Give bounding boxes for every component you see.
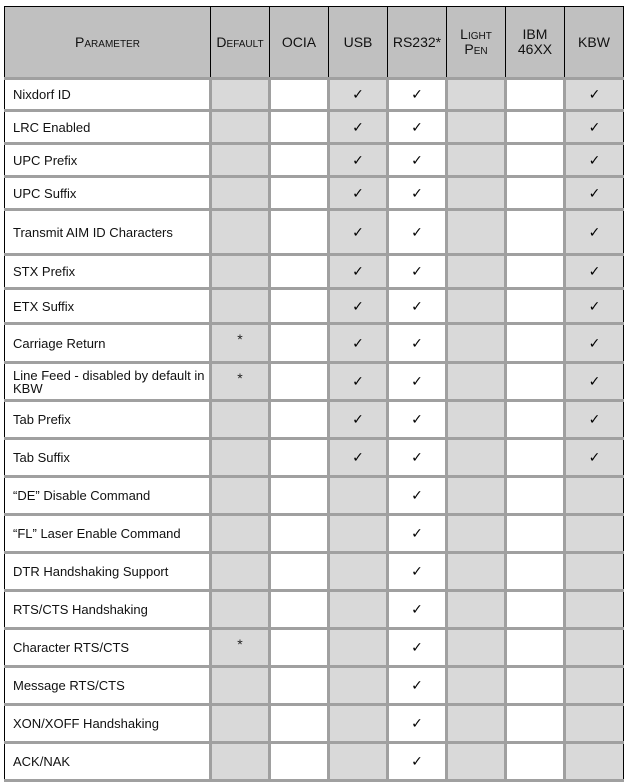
table-row xyxy=(5,79,624,111)
usb-cell xyxy=(329,79,388,111)
checkmark-icon: ✓ xyxy=(411,411,423,427)
checkmark-icon: ✓ xyxy=(588,263,601,279)
light-pen-cell xyxy=(447,477,506,515)
default-cell xyxy=(211,667,270,705)
rs232-cell xyxy=(388,515,447,553)
column-header-rs232: RS232* xyxy=(388,7,447,79)
column-header-usb: USB xyxy=(329,7,388,79)
default-cell xyxy=(211,177,270,210)
parameter-name: Message RTS/CTS xyxy=(5,667,211,705)
light-pen-cell xyxy=(447,591,506,629)
rs232-cell xyxy=(388,705,447,743)
column-header-kbw: KBW xyxy=(565,7,624,79)
parameter-name: “DE” Disable Command xyxy=(5,477,211,515)
parameter-name: ACK/NAK xyxy=(5,743,211,781)
ibm-46xx-cell xyxy=(506,743,565,781)
light-pen-cell xyxy=(447,667,506,705)
checkmark-icon: ✓ xyxy=(411,151,423,168)
checkmark-icon: ✓ xyxy=(411,118,423,135)
usb-cell xyxy=(329,177,388,210)
rs232-cell xyxy=(388,439,447,477)
light-pen-cell xyxy=(447,401,506,439)
checkmark-icon: ✓ xyxy=(352,263,364,279)
table-row xyxy=(5,177,624,210)
default-cell xyxy=(211,363,270,401)
default-cell xyxy=(211,515,270,553)
default-cell xyxy=(211,401,270,439)
checkmark-icon: ✓ xyxy=(411,601,423,617)
kbw-cell xyxy=(565,210,624,255)
usb-cell xyxy=(329,210,388,255)
checkmark-icon: ✓ xyxy=(352,86,364,102)
column-header-ocia: OCIA xyxy=(270,7,329,79)
ocia-cell xyxy=(270,477,329,515)
table-row xyxy=(5,743,624,781)
kbw-cell xyxy=(565,144,624,177)
kbw-cell xyxy=(565,477,624,515)
kbw-cell xyxy=(565,255,624,289)
table-row xyxy=(5,477,624,515)
kbw-cell xyxy=(565,667,624,705)
ocia-cell xyxy=(270,705,329,743)
checkmark-icon: ✓ xyxy=(588,184,601,201)
default-asterisk: * xyxy=(237,369,243,386)
usb-cell xyxy=(329,401,388,439)
checkmark-icon: ✓ xyxy=(352,118,364,135)
kbw-cell xyxy=(565,363,624,401)
table-row xyxy=(5,289,624,324)
kbw-cell xyxy=(565,111,624,144)
kbw-cell xyxy=(565,324,624,363)
ocia-cell xyxy=(270,255,329,289)
ocia-cell xyxy=(270,144,329,177)
checkmark-icon: ✓ xyxy=(411,753,423,769)
checkmark-icon: ✓ xyxy=(411,715,423,731)
ibm-46xx-cell xyxy=(506,629,565,667)
usb-cell xyxy=(329,289,388,324)
default-cell xyxy=(211,439,270,477)
ocia-cell xyxy=(270,743,329,781)
checkmark-icon: ✓ xyxy=(588,373,601,389)
table-row xyxy=(5,705,624,743)
checkmark-icon: ✓ xyxy=(352,151,364,168)
ibm-46xx-cell xyxy=(506,667,565,705)
ibm-46xx-cell xyxy=(506,324,565,363)
default-asterisk: * xyxy=(237,331,243,347)
parameter-name: Carriage Return xyxy=(5,324,211,363)
default-cell xyxy=(211,210,270,255)
checkmark-icon: ✓ xyxy=(411,184,423,201)
checkmark-icon: ✓ xyxy=(411,373,423,389)
usb-cell xyxy=(329,324,388,363)
interface-parameter-table xyxy=(4,6,624,782)
usb-cell xyxy=(329,553,388,591)
parameter-name: DTR Handshaking Support xyxy=(5,553,211,591)
parameter-name: Transmit AIM ID Characters xyxy=(5,210,211,255)
rs232-cell xyxy=(388,477,447,515)
checkmark-icon: ✓ xyxy=(588,449,601,465)
table-row xyxy=(5,667,624,705)
ibm-46xx-cell xyxy=(506,144,565,177)
ocia-cell xyxy=(270,210,329,255)
kbw-cell xyxy=(565,629,624,667)
usb-cell xyxy=(329,477,388,515)
checkmark-icon: ✓ xyxy=(411,263,423,279)
default-cell xyxy=(211,591,270,629)
default-asterisk: * xyxy=(237,635,243,652)
parameter-name: Nixdorf ID xyxy=(5,79,211,111)
checkmark-icon: ✓ xyxy=(588,151,601,168)
checkmark-icon: ✓ xyxy=(588,118,601,135)
table-row xyxy=(5,515,624,553)
checkmark-icon: ✓ xyxy=(588,223,601,240)
light-pen-cell xyxy=(447,177,506,210)
parameter-name: Tab Suffix xyxy=(5,439,211,477)
parameter-name: UPC Prefix xyxy=(5,144,211,177)
table-header xyxy=(5,7,624,79)
kbw-cell xyxy=(565,439,624,477)
checkmark-icon: ✓ xyxy=(411,525,423,541)
light-pen-cell xyxy=(447,144,506,177)
parameter-name: RTS/CTS Handshaking xyxy=(5,591,211,629)
light-pen-cell xyxy=(447,743,506,781)
table-row xyxy=(5,255,624,289)
kbw-cell xyxy=(565,401,624,439)
ocia-cell xyxy=(270,439,329,477)
parameter-name: Line Feed - disabled by default in KBW xyxy=(5,363,211,401)
checkmark-icon: ✓ xyxy=(352,297,364,314)
checkmark-icon: ✓ xyxy=(588,86,601,102)
rs232-cell xyxy=(388,629,447,667)
kbw-cell xyxy=(565,289,624,324)
checkmark-icon: ✓ xyxy=(411,86,423,102)
usb-cell xyxy=(329,667,388,705)
rs232-cell xyxy=(388,111,447,144)
rs232-cell xyxy=(388,324,447,363)
ocia-cell xyxy=(270,363,329,401)
rs232-cell xyxy=(388,177,447,210)
ocia-cell xyxy=(270,111,329,144)
checkmark-icon: ✓ xyxy=(411,639,423,655)
parameter-name: ETX Suffix xyxy=(5,289,211,324)
rs232-cell xyxy=(388,591,447,629)
usb-cell xyxy=(329,439,388,477)
usb-cell xyxy=(329,705,388,743)
ocia-cell xyxy=(270,553,329,591)
ocia-cell xyxy=(270,324,329,363)
rs232-cell xyxy=(388,401,447,439)
rs232-cell xyxy=(388,144,447,177)
usb-cell xyxy=(329,255,388,289)
parameter-name: Character RTS/CTS xyxy=(5,629,211,667)
ibm-46xx-cell xyxy=(506,515,565,553)
ibm-46xx-cell xyxy=(506,401,565,439)
rs232-cell xyxy=(388,743,447,781)
parameter-name: XON/XOFF Handshaking xyxy=(5,705,211,743)
light-pen-cell xyxy=(447,255,506,289)
usb-cell xyxy=(329,515,388,553)
checkmark-icon: ✓ xyxy=(352,373,364,389)
checkmark-icon: ✓ xyxy=(411,449,423,465)
light-pen-cell xyxy=(447,289,506,324)
ibm-46xx-cell xyxy=(506,79,565,111)
column-header-default: Default xyxy=(211,7,270,79)
rs232-cell xyxy=(388,289,447,324)
ibm-46xx-cell xyxy=(506,477,565,515)
usb-cell xyxy=(329,629,388,667)
light-pen-cell xyxy=(447,629,506,667)
ibm-46xx-cell xyxy=(506,177,565,210)
parameter-name: UPC Suffix xyxy=(5,177,211,210)
ibm-46xx-cell xyxy=(506,255,565,289)
default-cell xyxy=(211,289,270,324)
ocia-cell xyxy=(270,401,329,439)
table-row xyxy=(5,363,624,401)
default-cell xyxy=(211,324,270,363)
table-row xyxy=(5,553,624,591)
light-pen-cell xyxy=(447,111,506,144)
parameter-name: STX Prefix xyxy=(5,255,211,289)
ocia-cell xyxy=(270,79,329,111)
default-cell xyxy=(211,743,270,781)
parameter-name: “FL” Laser Enable Command xyxy=(5,515,211,553)
light-pen-cell xyxy=(447,515,506,553)
default-cell xyxy=(211,629,270,667)
ibm-46xx-cell xyxy=(506,439,565,477)
kbw-cell xyxy=(565,743,624,781)
column-header-ibm-46xx: IBM 46XX xyxy=(506,7,565,79)
ibm-46xx-cell xyxy=(506,210,565,255)
checkmark-icon: ✓ xyxy=(352,411,364,427)
ibm-46xx-cell xyxy=(506,553,565,591)
light-pen-cell xyxy=(447,79,506,111)
ocia-cell xyxy=(270,289,329,324)
checkmark-icon: ✓ xyxy=(411,297,423,314)
table-row xyxy=(5,111,624,144)
default-cell xyxy=(211,553,270,591)
checkmark-icon: ✓ xyxy=(588,334,601,351)
ocia-cell xyxy=(270,591,329,629)
rs232-cell xyxy=(388,210,447,255)
checkmark-icon: ✓ xyxy=(411,334,423,351)
checkmark-icon: ✓ xyxy=(411,677,423,693)
ocia-cell xyxy=(270,667,329,705)
ibm-46xx-cell xyxy=(506,591,565,629)
ibm-46xx-cell xyxy=(506,363,565,401)
kbw-cell xyxy=(565,705,624,743)
kbw-cell xyxy=(565,177,624,210)
table-row xyxy=(5,401,624,439)
parameter-name: Tab Prefix xyxy=(5,401,211,439)
light-pen-cell xyxy=(447,210,506,255)
light-pen-cell xyxy=(447,553,506,591)
ocia-cell xyxy=(270,177,329,210)
checkmark-icon: ✓ xyxy=(588,411,601,427)
table-body xyxy=(5,79,624,781)
rs232-cell xyxy=(388,667,447,705)
kbw-cell xyxy=(565,553,624,591)
ocia-cell xyxy=(270,515,329,553)
default-cell xyxy=(211,79,270,111)
table-row xyxy=(5,324,624,363)
column-header-parameter: Parameter xyxy=(5,7,211,79)
light-pen-cell xyxy=(447,705,506,743)
light-pen-cell xyxy=(447,439,506,477)
ibm-46xx-cell xyxy=(506,111,565,144)
usb-cell xyxy=(329,363,388,401)
column-header-light-pen: Light Pen xyxy=(447,7,506,79)
kbw-cell xyxy=(565,515,624,553)
table-row xyxy=(5,144,624,177)
usb-cell xyxy=(329,144,388,177)
table-row xyxy=(5,439,624,477)
checkmark-icon: ✓ xyxy=(352,449,364,465)
default-cell xyxy=(211,144,270,177)
light-pen-cell xyxy=(447,363,506,401)
checkmark-icon: ✓ xyxy=(352,184,364,201)
table-row xyxy=(5,210,624,255)
ibm-46xx-cell xyxy=(506,289,565,324)
checkmark-icon: ✓ xyxy=(411,223,423,240)
checkmark-icon: ✓ xyxy=(588,297,601,314)
kbw-cell xyxy=(565,591,624,629)
rs232-cell xyxy=(388,363,447,401)
table-row xyxy=(5,591,624,629)
checkmark-icon: ✓ xyxy=(411,563,423,579)
rs232-cell xyxy=(388,255,447,289)
default-cell xyxy=(211,705,270,743)
parameter-name: LRC Enabled xyxy=(5,111,211,144)
checkmark-icon: ✓ xyxy=(352,334,364,351)
checkmark-icon: ✓ xyxy=(411,487,423,503)
kbw-cell xyxy=(565,79,624,111)
light-pen-cell xyxy=(447,324,506,363)
default-cell xyxy=(211,111,270,144)
usb-cell xyxy=(329,743,388,781)
table-row xyxy=(5,629,624,667)
rs232-cell xyxy=(388,79,447,111)
rs232-cell xyxy=(388,553,447,591)
header-row xyxy=(5,7,624,79)
default-cell xyxy=(211,477,270,515)
default-cell xyxy=(211,255,270,289)
usb-cell xyxy=(329,111,388,144)
checkmark-icon: ✓ xyxy=(352,223,364,240)
usb-cell xyxy=(329,591,388,629)
ocia-cell xyxy=(270,629,329,667)
ibm-46xx-cell xyxy=(506,705,565,743)
